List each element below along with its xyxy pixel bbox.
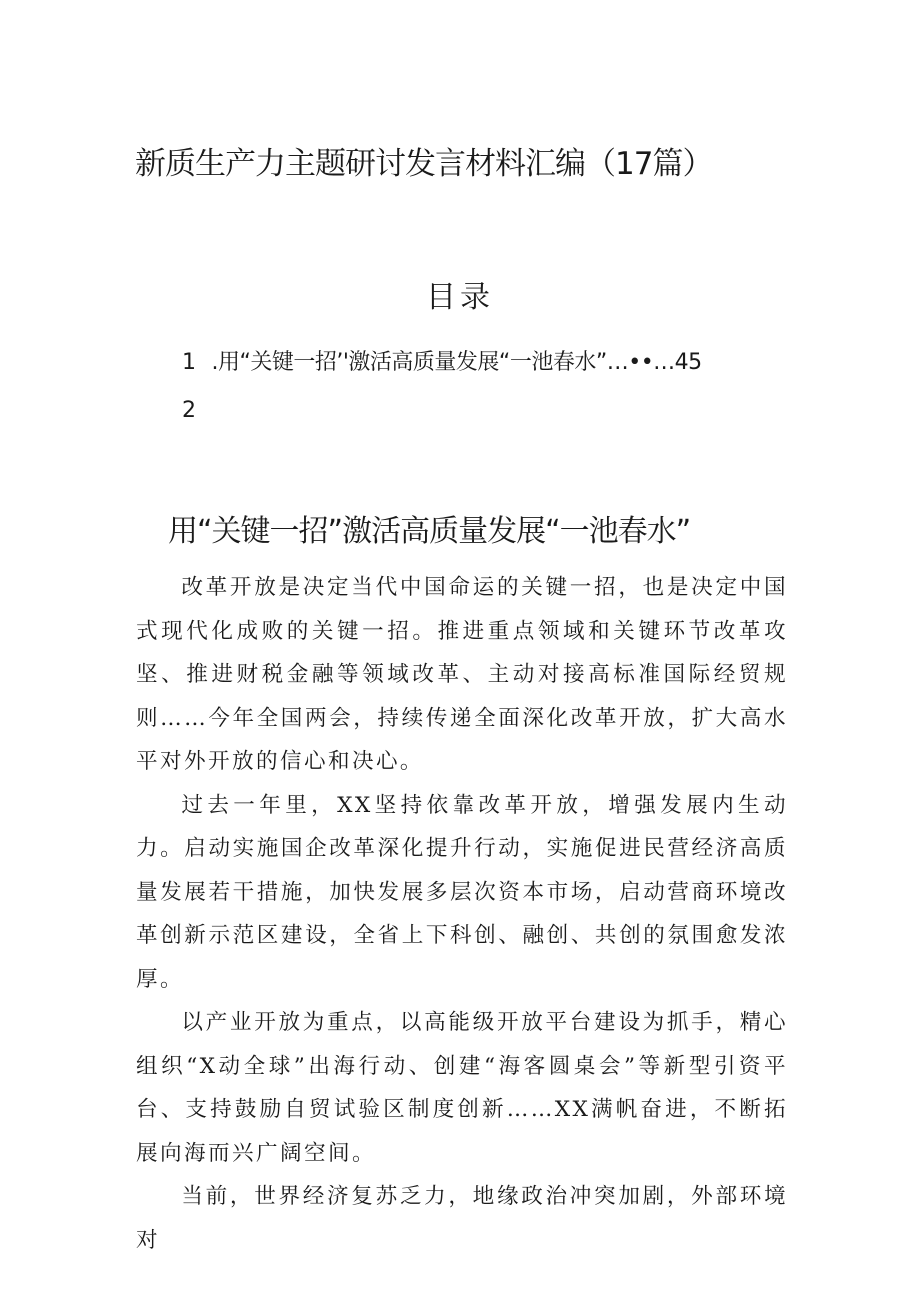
article-paragraph: 过去一年里，XX坚持依靠改革开放，增强发展内生动力。启动实施国企改革深化提升行动，实施促进民营经济高质量发展若干措施，加快发展多层次资本市场，启动营商环境改革创新示范区建设，全省上下科创、融创、共创的氛围愈发浓厚。 — [136, 792, 788, 992]
article-body — [136, 566, 788, 1262]
document-title: 新质生产力主题研讨发言材料汇编（17篇） — [135, 146, 713, 182]
article-paragraph: 以产业开放为重点，以高能级开放平台建设为抓手，精心组织“X动全球”出海行动、创建“海客圆桌会”等新型引资平台、支持鼓励自贸试验区制度创新……XX满帆奋进，不断拓展向海而兴广阔空间。 — [136, 1010, 788, 1166]
toc-heading: 目录 — [426, 280, 494, 315]
article-title: 用“关键一招”激活高质量发展“一池春水” — [168, 514, 691, 549]
toc-entry-number: 1 — [182, 350, 196, 375]
toc-entry-page-continuation: 2 — [182, 398, 196, 423]
article-paragraph: 改革开放是决定当代中国命运的关键一招，也是决定中国式现代化成败的关键一招。推进重点领域和关键环节改革攻坚、推进财税金融等领域改革、主动对接高标准国际经贸规则……今年全国两会，持续传递全面深化改革开放，扩大高水平对外开放的信心和决心。 — [136, 575, 788, 774]
toc-entry[interactable] — [182, 345, 702, 376]
toc-entry-text: .用“关键一招’'激活高质量发展“一池春水”…••…45 — [211, 350, 702, 375]
article-paragraph: 当前，世界经济复苏乏力，地缘政治冲突加剧，外部环境对 — [136, 1184, 788, 1253]
